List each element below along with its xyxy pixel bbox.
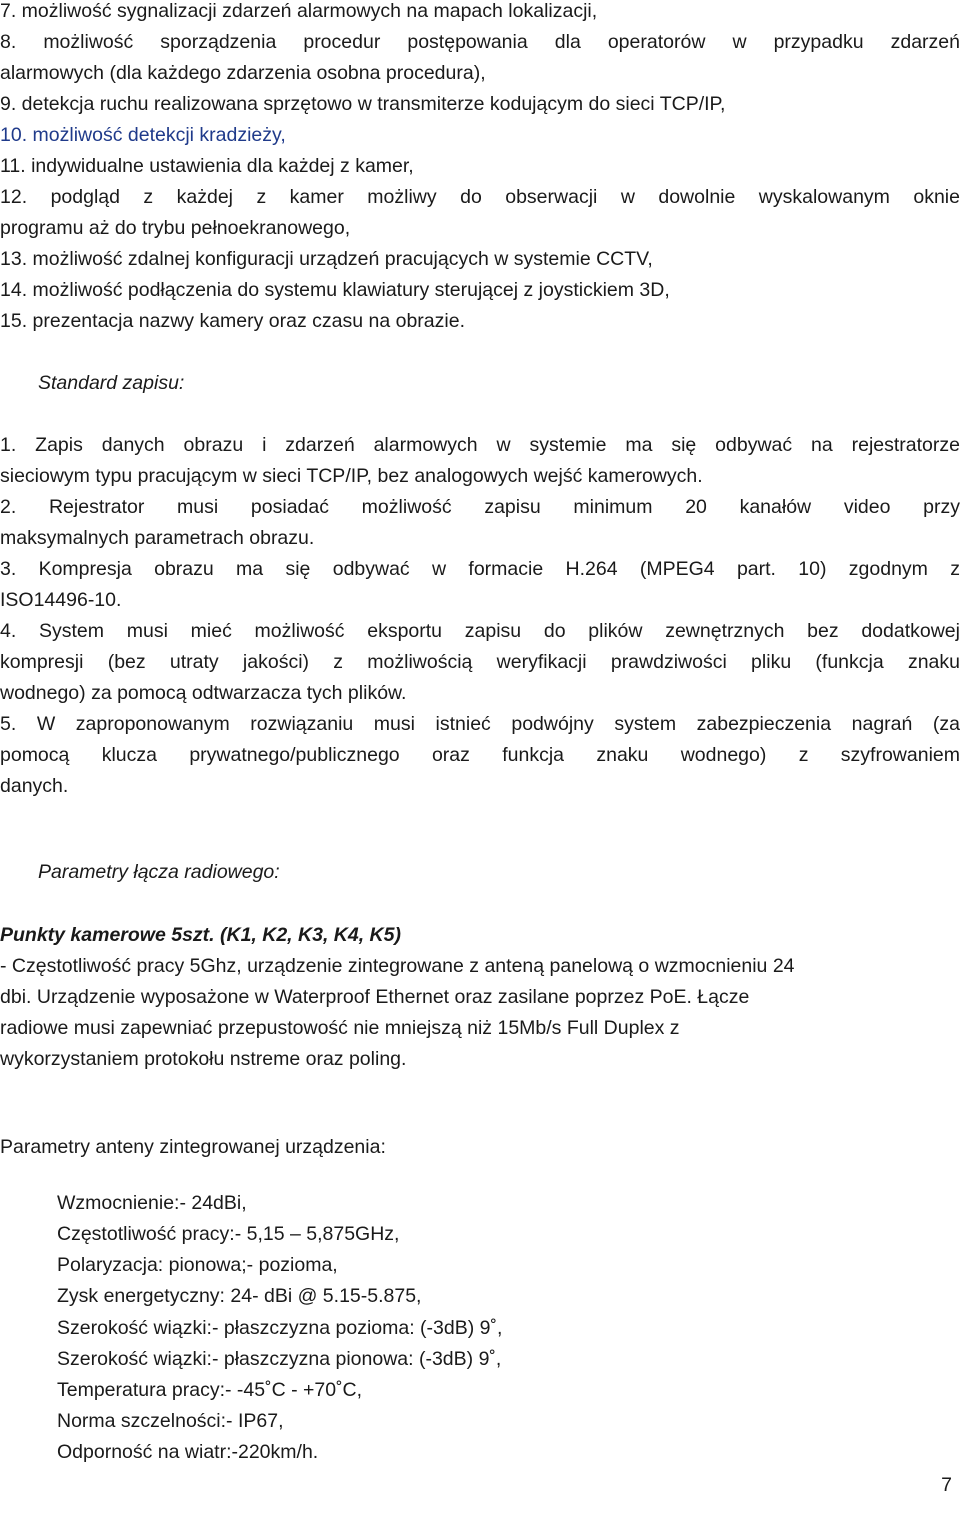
- section-heading-recording-standard: Standard zapisu:: [38, 372, 185, 394]
- section-heading-antenna-params: Parametry anteny zintegrowanej urządzenia:: [0, 1136, 386, 1158]
- list-item-12-cont: programu aż do trybu pełnoekranowego,: [0, 217, 351, 239]
- standard-item-2: 2. Rejestrator musi posiadać możliwość zapisu minimum 20 kanałów video przy: [0, 496, 960, 518]
- list-item-9: 9. detekcja ruchu realizowana sprzętowo w transmiterze kodującym do sieci TCP/IP,: [0, 93, 726, 115]
- camera-points-para-line-1: - Częstotliwość pracy 5Ghz, urządzenie zintegrowane z anteną panelową o wzmocnieniu 24: [0, 955, 795, 977]
- standard-item-1: 1. Zapis danych obrazu i zdarzeń alarmowych w systemie ma się odbywać na rejestratorze: [0, 434, 960, 456]
- standard-item-5: 5. W zaproponowanym rozwiązaniu musi istnieć podwójny system zabezpieczenia nagrań (za: [0, 713, 960, 735]
- antenna-param-temperature: Temperatura pracy:- -45˚C - +70˚C,: [57, 1379, 363, 1401]
- list-item-8: 8. możliwość sporządzenia procedur postępowania dla operatorów w przypadku zdarzeń: [0, 31, 960, 53]
- section-heading-radio-link: Parametry łącza radiowego:: [38, 861, 280, 883]
- standard-item-3: 3. Kompresja obrazu ma się odbywać w formacie H.264 (MPEG4 part. 10) zgodnym z: [0, 558, 960, 580]
- list-item-15: 15. prezentacja nazwy kamery oraz czasu na obrazie.: [0, 310, 465, 332]
- antenna-param-polarization: Polaryzacja: pionowa;- pozioma,: [57, 1254, 338, 1276]
- antenna-param-beam-vertical: Szerokość wiązki:- płaszczyzna pionowa: (-3dB) 9˚,: [57, 1348, 502, 1370]
- list-item-10: 10. możliwość detekcji kradzieży,: [0, 124, 286, 146]
- standard-item-3-cont: ISO14496-10.: [0, 589, 122, 611]
- standard-item-5-cont2: danych.: [0, 775, 69, 797]
- antenna-param-energy-gain: Zysk energetyczny: 24- dBi @ 5.15-5.875,: [57, 1285, 422, 1307]
- antenna-param-frequency: Częstotliwość pracy:- 5,15 – 5,875GHz,: [57, 1223, 400, 1245]
- standard-item-4: 4. System musi mieć możliwość eksportu zapisu do plików zewnętrznych bez dodatkowej: [0, 620, 960, 642]
- antenna-param-sealing: Norma szczelności:- IP67,: [57, 1410, 284, 1432]
- antenna-param-wind: Odporność na wiatr:-220km/h.: [57, 1441, 319, 1463]
- camera-points-para-line-2: dbi. Urządzenie wyposażone w Waterproof Ethernet oraz zasilane poprzez PoE. Łącze: [0, 986, 750, 1008]
- list-item-8-cont: alarmowych (dla każdego zdarzenia osobna procedura),: [0, 62, 486, 84]
- list-item-14: 14. możliwość podłączenia do systemu klawiatury sterującej z joystickiem 3D,: [0, 279, 670, 301]
- antenna-param-gain: Wzmocnienie:- 24dBi,: [57, 1192, 247, 1214]
- list-item-7: 7. możliwość sygnalizacji zdarzeń alarmowych na mapach lokalizacji,: [0, 0, 598, 22]
- standard-item-5-cont: pomocą klucza prywatnego/publicznego oraz funkcja znaku wodnego) z szyfrowaniem: [0, 744, 960, 766]
- list-item-13: 13. możliwość zdalnej konfiguracji urządzeń pracujących w systemie CCTV,: [0, 248, 653, 270]
- camera-points-para-line-4: wykorzystaniem protokołu nstreme oraz poling.: [0, 1048, 407, 1070]
- standard-item-4-cont: kompresji (bez utraty jakości) z możliwością weryfikacji prawdziwości pliku (funkcja znaku: [0, 651, 960, 673]
- section-heading-camera-points: Punkty kamerowe 5szt. (K1, K2, K3, K4, K5): [0, 924, 401, 946]
- page-number: 7: [941, 1474, 952, 1496]
- list-item-11: 11. indywidualne ustawienia dla każdej z kamer,: [0, 155, 414, 177]
- standard-item-2-cont: maksymalnych parametrach obrazu.: [0, 527, 315, 549]
- list-item-12: 12. podgląd z każdej z kamer możliwy do obserwacji w dowolnie wyskalowanym oknie: [0, 186, 960, 208]
- antenna-param-beam-horizontal: Szerokość wiązki:- płaszczyzna pozioma: (-3dB) 9˚,: [57, 1317, 503, 1339]
- standard-item-4-cont2: wodnego) za pomocą odtwarzacza tych plików.: [0, 682, 407, 704]
- camera-points-para-line-3: radiowe musi zapewniać przepustowość nie mniejszą niż 15Mb/s Full Duplex z: [0, 1017, 680, 1039]
- standard-item-1-cont: sieciowym typu pracującym w sieci TCP/IP, bez analogowych wejść kamerowych.: [0, 465, 703, 487]
